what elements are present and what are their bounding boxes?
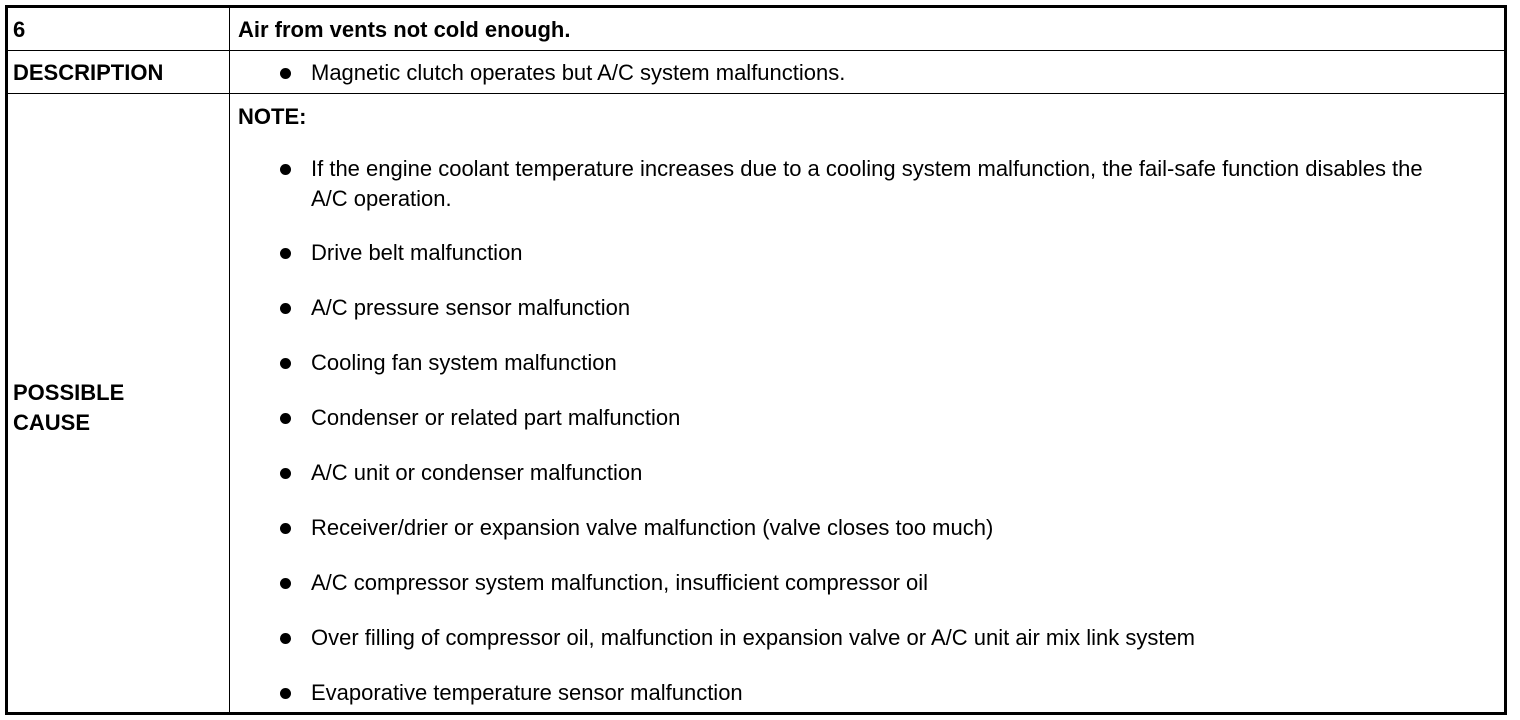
list-item [280, 348, 617, 378]
list-item [280, 58, 845, 88]
possible-cause-content [230, 94, 1504, 712]
table-header-row [8, 8, 1504, 51]
bullet-icon [280, 248, 291, 259]
possible-cause-label [13, 378, 124, 438]
cause-item-text: Receiver/drier or expansion valve malfunction (valve closes too much) [311, 515, 994, 540]
list-item [280, 293, 630, 323]
possible-cause-row [8, 94, 1504, 712]
bullet-icon [280, 358, 291, 369]
list-item [280, 154, 1461, 214]
description-label: DESCRIPTION [8, 51, 230, 93]
bullet-icon [280, 688, 291, 699]
description-item-text: Magnetic clutch operates but A/C system malfunctions. [311, 60, 846, 85]
list-item [280, 568, 928, 598]
bullet-icon [280, 303, 291, 314]
possible-cause-label-cell [8, 94, 230, 712]
bullet-icon [280, 578, 291, 589]
note-label: NOTE: [238, 104, 307, 129]
description-content [230, 51, 1504, 93]
possible-cause-label-line1: POSSIBLE [13, 380, 125, 405]
list-item [280, 513, 993, 543]
bullet-icon [280, 413, 291, 424]
bullet-icon [280, 523, 291, 534]
cause-item-text: Condenser or related part malfunction [311, 405, 681, 430]
description-row [8, 51, 1504, 94]
list-item [280, 458, 642, 488]
cause-item-text: A/C unit or condenser malfunction [311, 460, 643, 485]
list-item [280, 623, 1195, 653]
cause-item-text: A/C compressor system malfunction, insufficient compressor oil [311, 570, 929, 595]
cause-item-text: Evaporative temperature sensor malfunction [311, 680, 743, 705]
bullet-icon [280, 468, 291, 479]
troubleshooting-table [5, 5, 1507, 715]
cause-item-text: A/C pressure sensor malfunction [311, 295, 631, 320]
list-item [280, 678, 743, 708]
cause-item-text: Over filling of compressor oil, malfunction in expansion valve or A/C unit air mix link system [311, 625, 1196, 650]
cause-item-text: Drive belt malfunction [311, 240, 523, 265]
step-number: 6 [8, 8, 230, 50]
bullet-icon [280, 68, 291, 79]
bullet-icon [280, 633, 291, 644]
list-item [280, 403, 680, 433]
list-item [280, 238, 523, 268]
cause-item-text: If the engine coolant temperature increases due to a cooling system malfunction, the fail-safe function disables the A/C operation. [311, 156, 1423, 211]
bullet-icon [280, 164, 291, 175]
possible-cause-label-line2: CAUSE [13, 410, 91, 435]
symptom-title: Air from vents not cold enough. [238, 17, 571, 42]
cause-item-text: Cooling fan system malfunction [311, 350, 617, 375]
